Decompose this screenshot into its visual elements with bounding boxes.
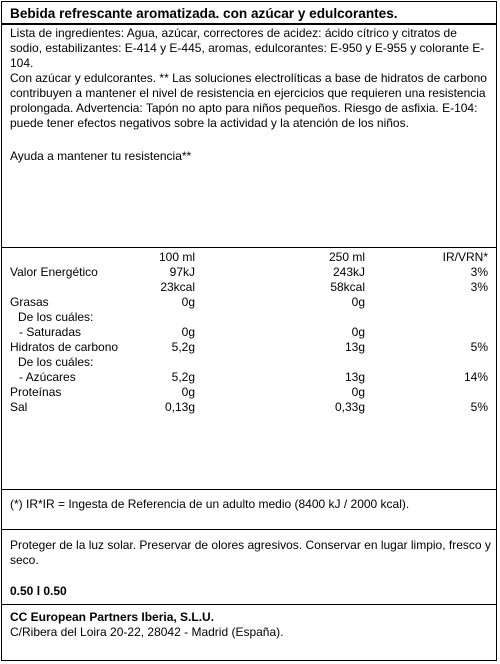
title-divider: [2, 23, 496, 25]
nutrition-table: [2, 250, 498, 418]
row-per250: 243kJ: [332, 265, 365, 279]
storage-text: Proteger de la luz solar. Preservar de olores agresivos. Conservar en lugar limpio, fresco y seco.: [10, 538, 491, 567]
row-per250: 13g: [344, 340, 365, 354]
row-label: Grasas: [10, 295, 49, 309]
header-ir: IR/VRN*: [442, 250, 488, 264]
row-label: De los cuáles:: [18, 355, 94, 369]
row-ir: 14%: [463, 370, 488, 384]
company-divider: [2, 604, 496, 605]
row-per100: 23kcal: [160, 280, 195, 294]
row-per250: 58kcal: [330, 280, 365, 294]
nutrition-label: [1, 1, 497, 661]
header-100ml: 100 ml: [158, 250, 195, 264]
row-label: Sal: [10, 400, 28, 414]
footnote-text: (*) IR*IR = Ingesta de Referencia de un adulto medio (8400 kJ / 2000 kcal).: [10, 497, 410, 511]
row-per100: 5,2g: [171, 340, 195, 354]
row-per100: 0g: [181, 295, 195, 309]
row-per250: 0g: [351, 295, 365, 309]
row-label: - Azúcares: [19, 370, 76, 384]
net-volume: 0.50 l 0.50: [10, 584, 67, 598]
claims-text: Con azúcar y edulcorantes. ** Las soluciones electrolíticas a base de hidratos de carbono contribuyen a mantener el nivel de resistencia en ejercicios que requieren una resistencia prolongada. Advertencia: Tapón no apto para niños pequeños. Riesgo de asfixia. E-104: puede tener efectos negativos sobre la actividad y la atención de los niños.: [10, 71, 487, 130]
company-name: CC European Partners Iberia, S.L.U.: [10, 610, 215, 624]
row-per100: 0g: [181, 325, 195, 339]
table-top-divider: [2, 247, 496, 248]
ingredients-text: Lista de ingredientes: Agua, azúcar, correctores de acidez: ácido cítrico y citratos de sodio, estabilizantes: E-414 y E-445, aromas, edulcorantes: E-950 y E-955 y colorante E-104.: [10, 26, 485, 70]
row-per250: 0,33g: [334, 400, 365, 414]
row-label: - Saturadas: [19, 325, 82, 339]
row-ir: 3%: [470, 280, 488, 294]
row-per100: 5,2g: [171, 370, 195, 384]
footnote-divider: [2, 489, 496, 490]
company-address: C/Ribera del Loira 20-22, 28042 - Madrid (España).: [10, 625, 284, 639]
row-per250: 13g: [344, 370, 365, 384]
row-per100: 0,13g: [164, 400, 195, 414]
row-per100: 0g: [181, 385, 195, 399]
product-title: Bebida refrescante aromatizada. con azúcar y edulcorantes.: [10, 6, 398, 21]
row-label: Hidratos de carbono: [10, 340, 119, 354]
row-per250: 0g: [351, 385, 365, 399]
row-label: Proteínas: [10, 385, 62, 399]
storage-divider: [2, 529, 496, 530]
row-per100: 97kJ: [169, 265, 195, 279]
row-ir: 5%: [470, 340, 488, 354]
slogan-text: Ayuda a mantener tu resistencia**: [10, 149, 192, 163]
row-ir: 5%: [470, 400, 488, 414]
row-ir: 3%: [470, 265, 488, 279]
row-label: De los cuáles:: [18, 310, 94, 324]
row-per250: 0g: [351, 325, 365, 339]
header-250ml: 250 ml: [328, 250, 365, 264]
row-label: Valor Energético: [10, 265, 98, 279]
